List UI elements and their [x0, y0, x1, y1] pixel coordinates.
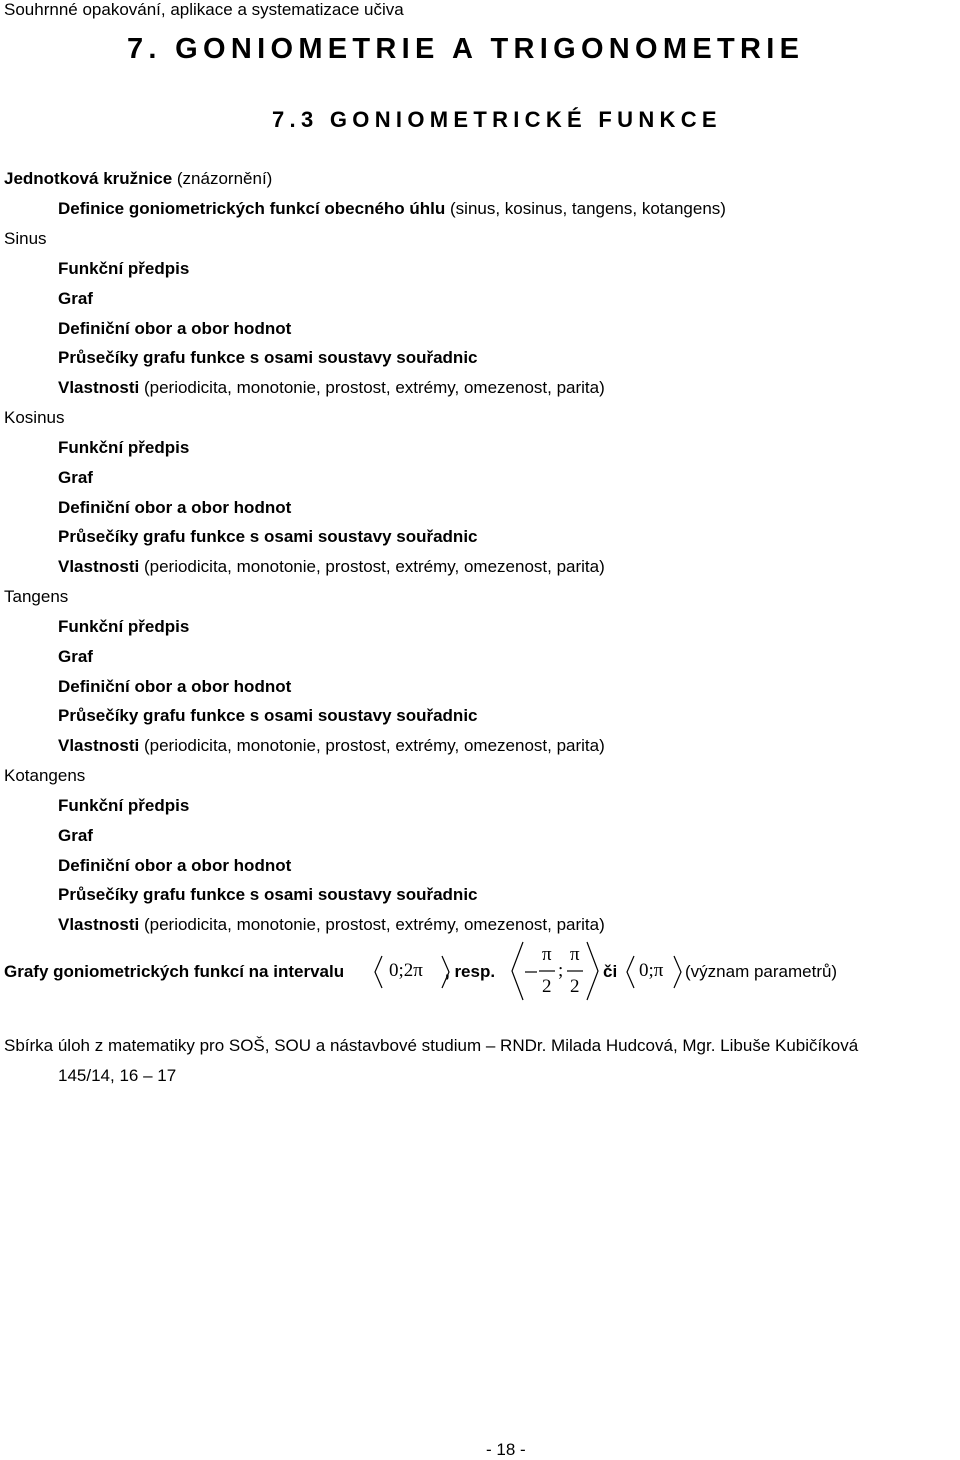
item-vlastnosti-note: (periodicita, monotonie, prostost, extrémy, omezenost, parita)	[139, 378, 605, 397]
item-predpis: Funkční předpis	[58, 617, 190, 636]
item-obor: Definiční obor a obor hodnot	[58, 498, 292, 517]
fraction-numerator-left: π	[542, 944, 552, 965]
intro-definition	[58, 198, 726, 220]
item-vlastnosti-label: Vlastnosti	[58, 736, 140, 755]
fraction-numerator-right: π	[570, 944, 580, 965]
item-pruseciky: Průsečíky grafu funkce s osami soustavy souřadnic	[58, 885, 478, 904]
interval-separator: ;	[558, 960, 564, 981]
item-vlastnosti-note: (periodicita, monotonie, prostost, extrémy, omezenost, parita)	[139, 557, 605, 576]
graphs-lead: Grafy goniometrických funkcí na intervalu	[4, 962, 345, 981]
item-predpis: Funkční předpis	[58, 259, 190, 278]
fraction-denominator-left: 2	[542, 976, 552, 997]
item-graf: Graf	[58, 647, 93, 666]
function-heading-kotangens: Kotangens	[4, 766, 86, 785]
fraction-denominator-right: 2	[570, 976, 580, 997]
item-vlastnosti-label: Vlastnosti	[58, 378, 140, 397]
item-graf: Graf	[58, 826, 93, 845]
function-heading-sinus: Sinus	[4, 229, 47, 248]
intro-definition-note: (sinus, kosinus, tangens, kotangens)	[445, 199, 726, 218]
item-obor: Definiční obor a obor hodnot	[58, 856, 292, 875]
item-vlastnosti	[58, 556, 605, 578]
item-pruseciky: Průsečíky grafu funkce s osami soustavy souřadnic	[58, 348, 478, 367]
section-title: 7.3 GONIOMETRICKÉ FUNKCE	[272, 107, 722, 132]
graphs-interval-line	[4, 940, 954, 1000]
item-predpis: Funkční předpis	[58, 438, 190, 457]
function-heading-tangens: Tangens	[4, 587, 69, 606]
parameters-note: (význam parametrů)	[685, 962, 838, 981]
item-vlastnosti	[58, 914, 605, 936]
item-obor: Definiční obor a obor hodnot	[58, 677, 292, 696]
source-reference: Sbírka úloh z matematiky pro SOŠ, SOU a nástavbové studium – RNDr. Milada Hudcová, Mgr. Libuše Kubičíková	[4, 1036, 859, 1055]
item-predpis: Funkční předpis	[58, 796, 190, 815]
page-number: - 18 -	[486, 1440, 526, 1459]
interval-halfpi	[509, 940, 601, 1007]
item-vlastnosti	[58, 735, 605, 757]
intro-definition-text: Definice goniometrických funkcí obecného úhlu	[58, 199, 446, 218]
item-vlastnosti-label: Vlastnosti	[58, 557, 140, 576]
item-graf: Graf	[58, 289, 93, 308]
item-pruseciky: Průsečíky grafu funkce s osami soustavy souřadnic	[58, 706, 478, 725]
item-graf: Graf	[58, 468, 93, 487]
ci-label: či	[603, 962, 618, 981]
function-heading-kosinus: Kosinus	[4, 408, 65, 427]
item-pruseciky: Průsečíky grafu funkce s osami soustavy souřadnic	[58, 527, 478, 546]
intro-heading	[4, 168, 272, 190]
source-pages: 145/14, 16 – 17	[58, 1066, 177, 1085]
running-head: Souhrnné opakování, aplikace a systematizace učiva	[4, 0, 404, 19]
chapter-title: 7. GONIOMETRIE A TRIGONOMETRIE	[127, 33, 805, 65]
intro-heading-text: Jednotková kružnice	[4, 169, 173, 188]
item-vlastnosti-note: (periodicita, monotonie, prostost, extrémy, omezenost, parita)	[139, 736, 605, 755]
item-vlastnosti-label: Vlastnosti	[58, 915, 140, 934]
interval-0-pi-text: 0;π	[639, 960, 664, 981]
item-obor: Definiční obor a obor hodnot	[58, 319, 292, 338]
resp-label: , resp.	[445, 962, 496, 981]
item-vlastnosti	[58, 377, 605, 399]
item-vlastnosti-note: (periodicita, monotonie, prostost, extrémy, omezenost, parita)	[139, 915, 605, 934]
angle-brackets-icon	[509, 940, 601, 1002]
intro-heading-note: (znázornění)	[172, 169, 273, 188]
interval-0-2pi-text: 0;2π	[389, 960, 423, 981]
